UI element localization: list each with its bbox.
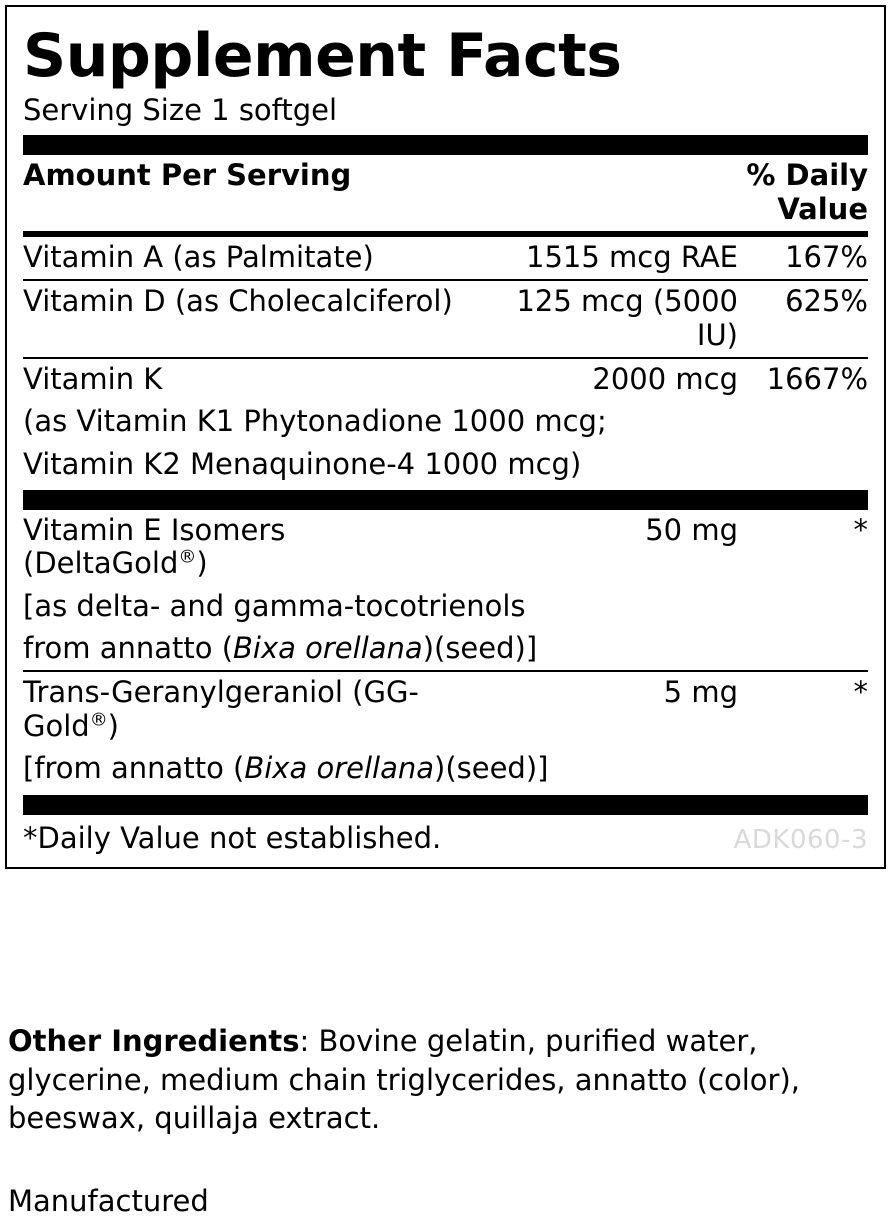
nutrient-subtext-row: [23, 444, 868, 486]
nutrition-table: [23, 155, 868, 231]
nutrient-dv: *: [853, 675, 868, 710]
nutrient-subtext: (as Vitamin K1 Phytonadione 1000 mcg;: [23, 404, 607, 439]
clipped-bottom-line: Manufactured: [8, 1184, 209, 1218]
supplement-facts-panel: [5, 5, 886, 869]
nutrient-subtext: Vitamin K2 Menaquinone-4 1000 mcg): [23, 446, 582, 481]
table-row: [23, 510, 868, 586]
header-daily-value-spacer: [462, 155, 738, 231]
table-header-row: [23, 155, 868, 231]
nutrient-subtext-row: [23, 401, 868, 443]
nutrient-group-d: [23, 281, 868, 357]
nutrient-dv: 1667%: [766, 362, 868, 397]
nutrient-name: Vitamin E Isomers (DeltaGold®): [23, 513, 286, 581]
serving-size-text: Serving Size 1 softgel: [23, 93, 338, 127]
nutrient-group-k: [23, 359, 868, 486]
nutrient-amount: 50 mg: [645, 513, 738, 548]
footnote-row: [23, 815, 868, 857]
nutrient-subtext-italic: from annatto (Bixa orellana)(seed)]: [23, 631, 538, 666]
table-row: [23, 237, 868, 279]
other-ingredients-label: Other Ingredients: [8, 1024, 300, 1058]
other-ingredients-text: Bovine gelatin, purified water, glycerine, medium chain triglycerides, annatto (color), beeswax, quillaja extract.: [8, 1024, 801, 1136]
nutrient-amount: 5 mg: [663, 675, 738, 710]
table-row: [23, 359, 868, 401]
nutrient-name: Vitamin A (as Palmitate): [23, 240, 374, 275]
nutrient-subtext: [as delta- and gamma-tocotrienols: [23, 588, 526, 623]
daily-value-footnote: *Daily Value not established.: [23, 820, 442, 855]
other-ingredients-block: [8, 1022, 884, 1138]
nutrient-name: Trans-Geranylgeraniol (GG-Gold®): [23, 675, 419, 743]
nutrient-name: Vitamin D (as Cholecalciferol): [23, 284, 453, 319]
nutrient-amount: 1515 mcg RAE: [526, 240, 738, 275]
header-daily-value: % Daily Value: [746, 158, 868, 226]
product-code: ADK060-3: [733, 824, 868, 855]
nutrient-name: Vitamin K: [23, 362, 163, 397]
nutrient-group-e: [23, 510, 868, 670]
nutrient-subtext-row: [23, 748, 868, 790]
divider-thick-bottom: [23, 795, 868, 815]
nutrient-dv: 625%: [785, 284, 868, 319]
page-title: Supplement Facts: [23, 21, 622, 91]
table-row: [23, 672, 868, 748]
nutrient-group-gg: [23, 672, 868, 790]
nutrient-amount: 2000 mcg: [592, 362, 738, 397]
nutrient-dv: 167%: [785, 240, 868, 275]
divider-thick-top: [23, 135, 868, 155]
header-amount-per-serving: Amount Per Serving: [23, 158, 352, 193]
nutrient-group-a: [23, 237, 868, 279]
nutrient-amount: 125 mcg (5000 IU): [516, 284, 738, 352]
nutrient-subtext-row: [23, 628, 868, 670]
divider-thick-mid-1: [23, 490, 868, 510]
nutrient-dv: *: [853, 513, 868, 548]
nutrient-subtext-row: [23, 586, 868, 628]
nutrient-subtext-italic: [from annatto (Bixa orellana)(seed)]: [23, 751, 549, 786]
other-ingredients-separator: :: [299, 1024, 319, 1058]
table-row: [23, 281, 868, 357]
